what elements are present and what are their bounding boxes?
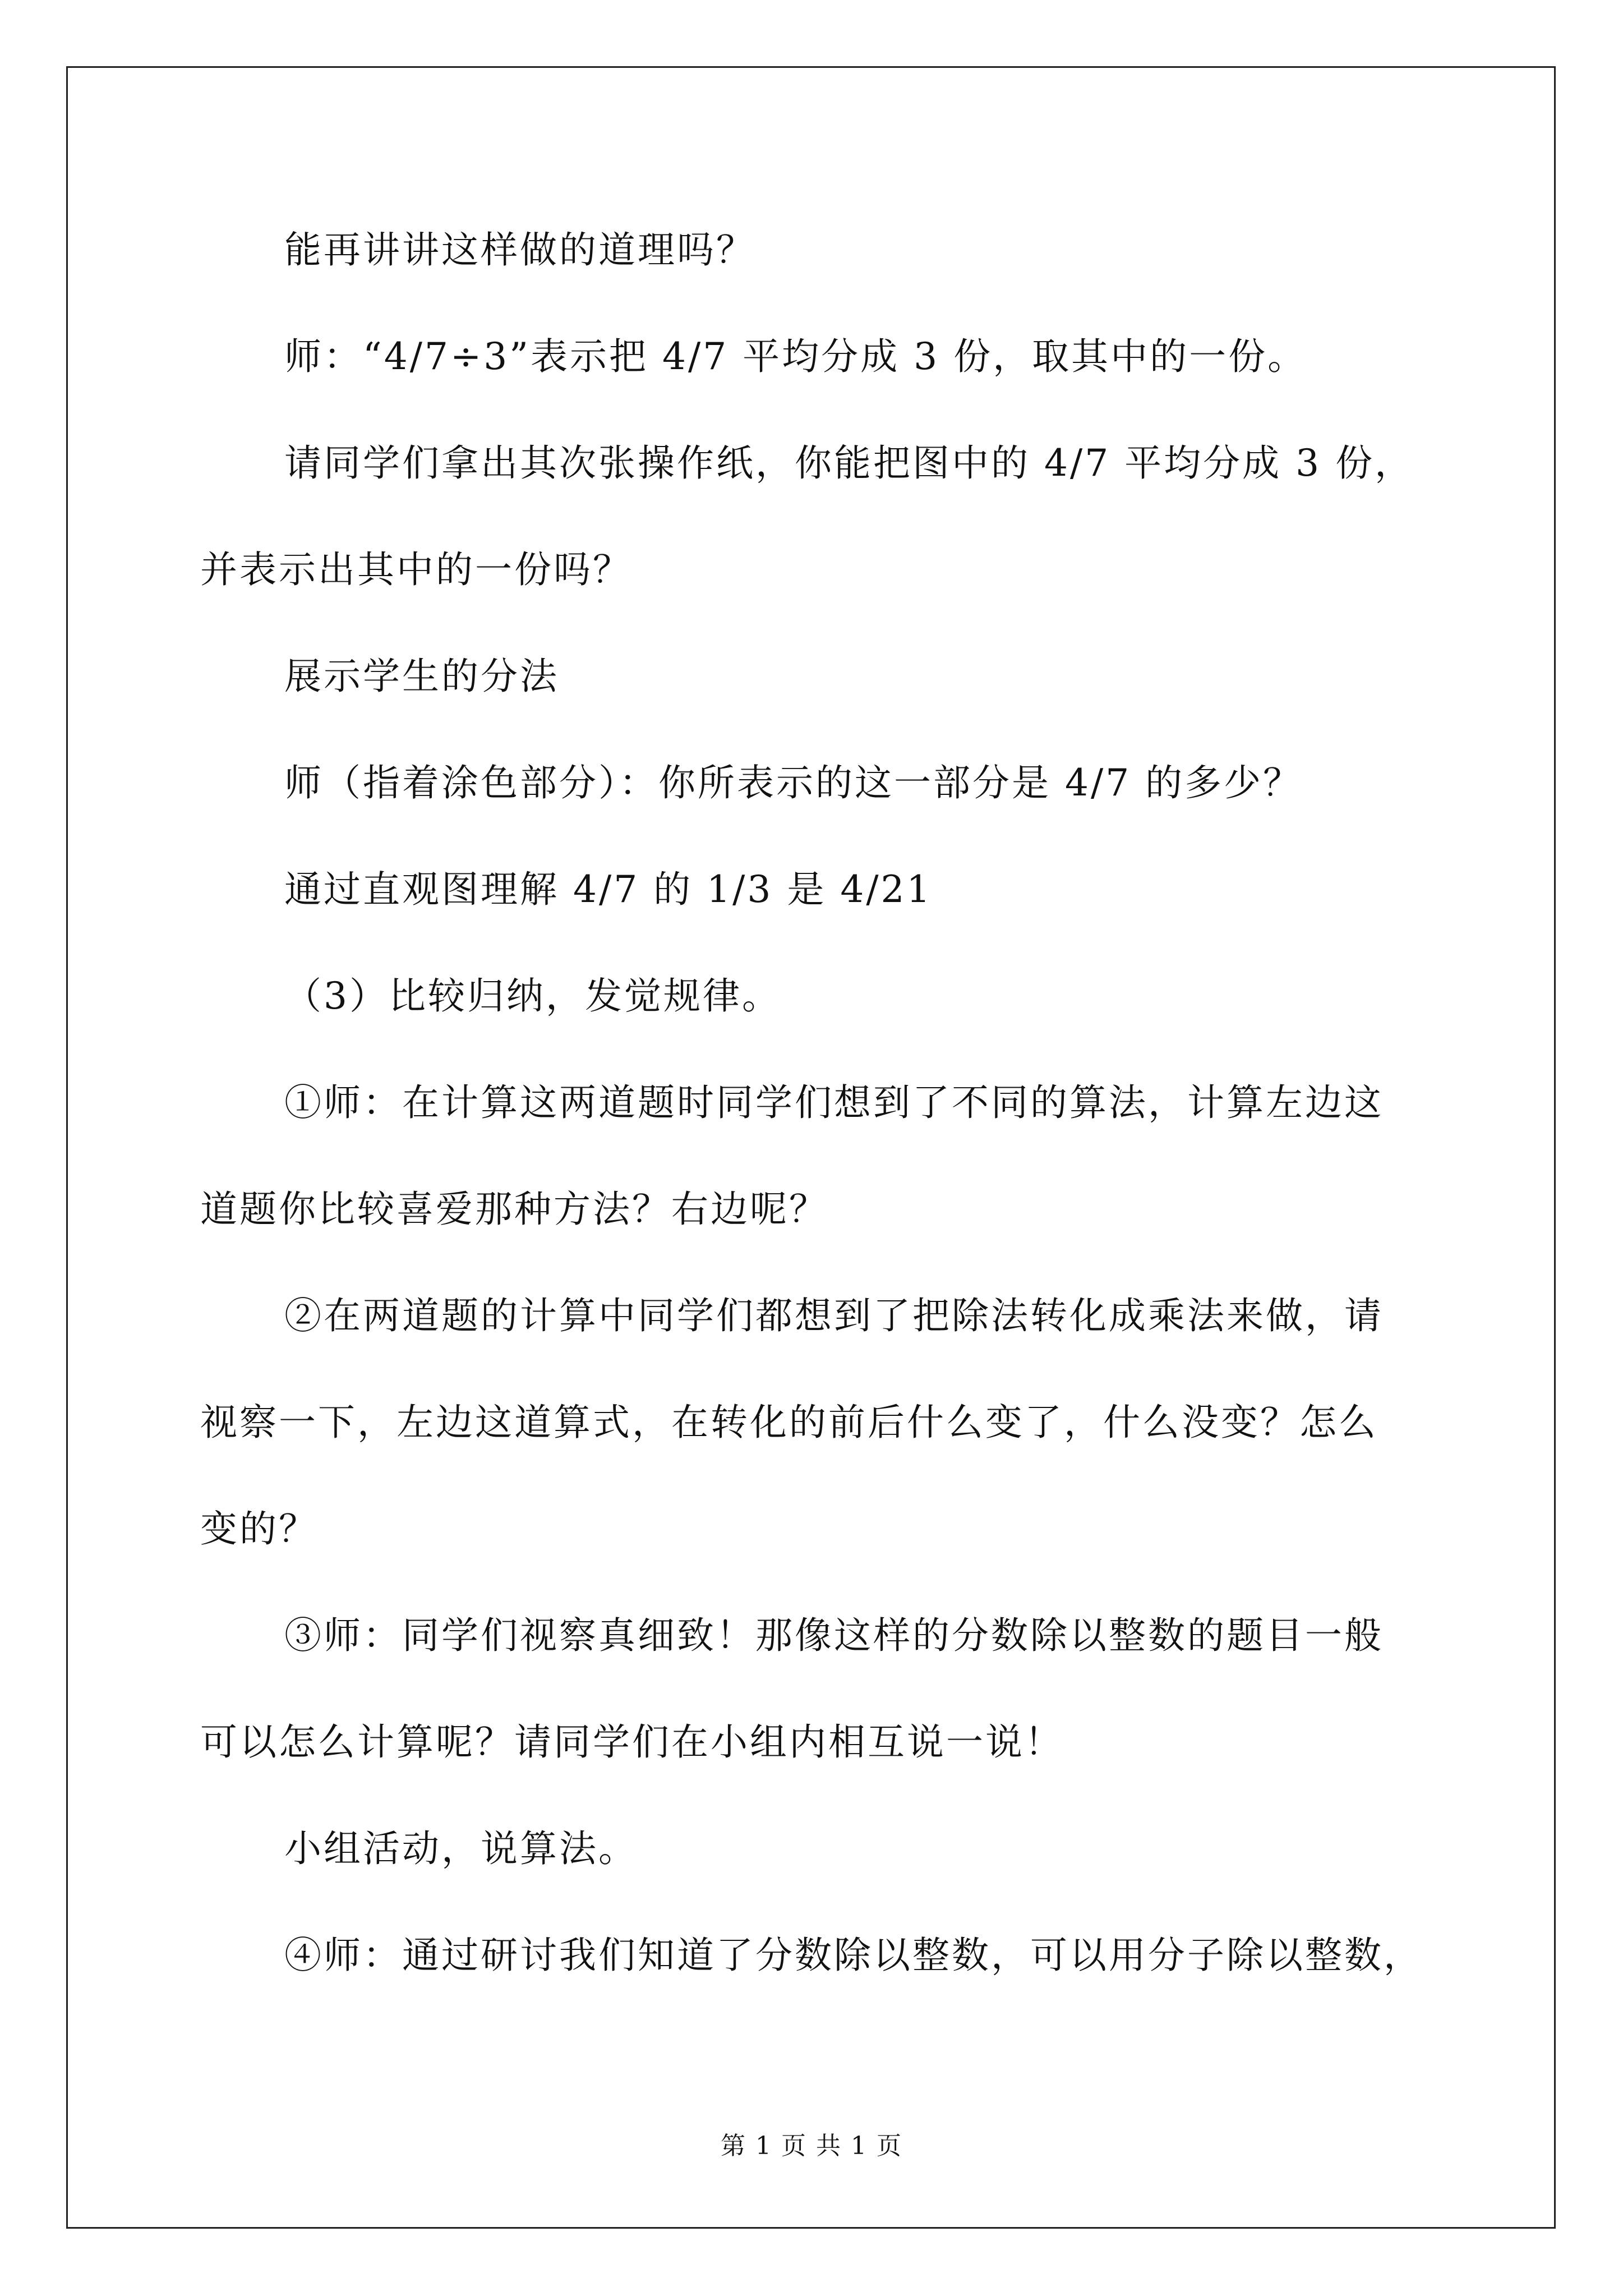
- page-border: [66, 66, 1556, 2229]
- page-number-footer: 第 1 页 共 1 页: [721, 2132, 902, 2160]
- paragraph-line: 能再讲讲这样做的道理吗？: [284, 228, 755, 272]
- paragraph-line: 变的？: [200, 1507, 318, 1550]
- paragraph-line: ④师：通过研讨我们知道了分数除以整数，可以用分子除以整数，: [284, 1934, 1423, 1977]
- paragraph-line: 请同学们拿出其次张操作纸，你能把图中的 4/7 平均分成 3 份，: [284, 441, 1414, 485]
- paragraph-line: 道题你比较喜爱那种方法？右边呢？: [200, 1188, 828, 1231]
- paragraph-line: 并表示出其中的一份吗？: [200, 548, 632, 591]
- paragraph-line: 可以怎么计算呢？请同学们在小组内相互说一说！: [200, 1720, 1064, 1764]
- paragraph-line: 师：“4/7÷3”表示把 4/7 平均分成 3 份，取其中的一份。: [284, 335, 1307, 378]
- paragraph-line: ③师：同学们视察真细致！那像这样的分数除以整数的题目一般: [284, 1614, 1384, 1657]
- paragraph-line: （3）比较归纳，发觉规律。: [284, 974, 781, 1018]
- paragraph-line: 展示学生的分法: [284, 655, 559, 698]
- paragraph-line: 通过直观图理解 4/7 的 1/3 是 4/21: [284, 868, 933, 911]
- paragraph-line: 师（指着涂色部分）：你所表示的这一部分是 4/7 的多少？: [284, 761, 1303, 804]
- paragraph-line: 视察一下，左边这道算式，在转化的前后什么变了，什么没变？怎么: [200, 1401, 1378, 1444]
- paragraph-line: ①师：在计算这两道题时同学们想到了不同的算法，计算左边这: [284, 1081, 1384, 1124]
- paragraph-line: ②在两道题的计算中同学们都想到了把除法转化成乘法来做，请: [284, 1294, 1384, 1337]
- paragraph-line: 小组活动，说算法。: [284, 1827, 638, 1870]
